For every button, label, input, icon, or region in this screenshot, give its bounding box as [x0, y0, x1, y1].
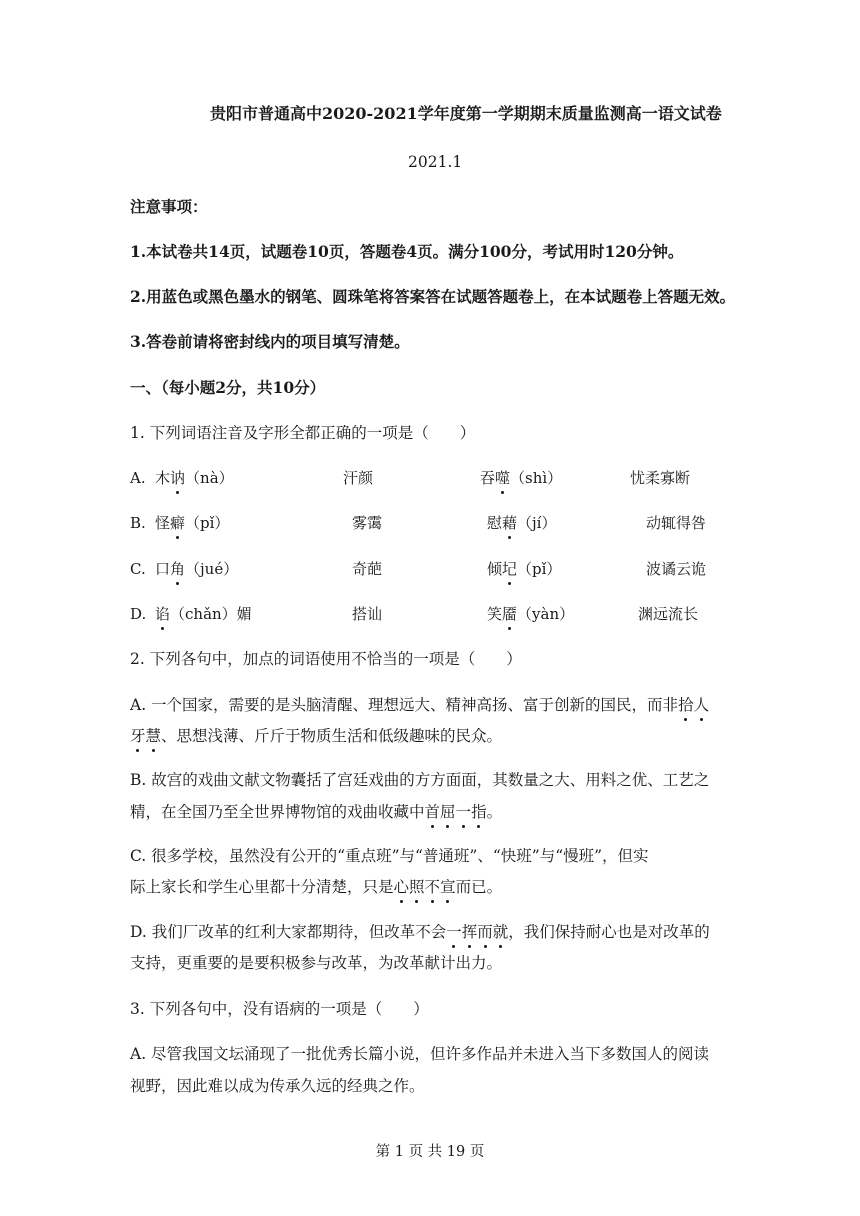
q1-option-b-label: B.: [130, 514, 146, 532]
emphasis-dot-phrase: [446, 923, 508, 941]
q2-option-a-line-2: 牙慧、思想浅薄、斤斤于物质生活和低级趣味的民众。: [130, 727, 503, 745]
emphasis-dot-char: 人: [693, 696, 710, 714]
emphasis-dot-char: 就: [492, 923, 509, 941]
emphasis-dot-char: 首: [424, 803, 441, 821]
q1-option-a-label: A.: [130, 469, 146, 487]
emphasis-dot-char: 噬: [495, 469, 511, 487]
q1-b-word-1: 怪癖（pǐ）: [155, 514, 230, 532]
notice-heading: 注意事项：: [130, 197, 208, 216]
q2-option-d-line-1: D. 我们厂改革的红利大家都期待，但改革不会一挥而就，我们保持耐心也是对改革的: [130, 923, 710, 941]
notice-item-1: 1.本试卷共14页，试题卷10页，答题卷4页。满分100分，考试用时120分钟。: [130, 242, 684, 261]
q1-d-word-2: 搭讪: [352, 605, 383, 623]
emphasis-dot-char: 牙: [130, 727, 146, 745]
emphasis-dot-char: 讷: [170, 469, 186, 487]
emphasis-dot-char: 癖: [170, 514, 186, 532]
emphasis-dot-char: 一: [446, 923, 462, 941]
notice-item-3: 3.答卷前请将密封线内的项目填写清楚。: [130, 332, 410, 351]
q2-option-c-line-2: 际上家长和学生心里都十分清楚，只是心照不宣而已。: [130, 878, 503, 896]
emphasis-dot-char: 拾: [678, 696, 694, 714]
q2-option-b-line-2: 精，在全国乃至全世界博物馆的戏曲收藏中首屈一指。: [130, 803, 503, 821]
q2-option-a-line-1: A. 一个国家，需要的是头脑清醒、理想远大、精神高扬、富于创新的国民，而非拾人: [130, 696, 710, 714]
emphasis-dot-char: 照: [409, 878, 425, 896]
emphasis-dot-char: 挥: [461, 923, 478, 941]
q1-b-word-4: 动辄得咎: [646, 514, 707, 532]
q1-b-word-2: 雾霭: [352, 514, 383, 532]
q1-c-word-3: 倾圮（pǐ）: [487, 560, 562, 578]
emphasis-dot-char: 屈: [440, 803, 456, 821]
q3-option-a-line-2: 视野，因此难以成为传承久远的经典之作。: [130, 1077, 425, 1095]
emphasis-dot-phrase: [425, 803, 487, 821]
emphasis-dot-phrase: [130, 727, 161, 745]
emphasis-dot-char: 而: [477, 923, 493, 941]
q1-d-word-3: 笑靥（yàn）: [487, 605, 575, 623]
q1-a-word-1: 木讷（nà）: [155, 469, 234, 487]
emphasis-dot-char: 宣: [440, 878, 456, 896]
emphasis-dot-char: 靥: [502, 605, 518, 623]
emphasis-dot-phrase: [394, 878, 456, 896]
emphasis-dot-char: 心: [393, 878, 410, 896]
q1-d-word-4: 渊远流长: [638, 605, 699, 623]
q2-option-b-line-1: B. 故宫的戏曲文献文物囊括了宫廷戏曲的方方面面，其数量之大、用料之优、工艺之: [130, 771, 710, 789]
q3-option-a-line-1: A. 尽管我国文坛涌现了一批优秀长篇小说，但许多作品并未进入当下多数国人的阅读: [130, 1045, 710, 1063]
q1-c-word-2: 奇葩: [352, 560, 383, 578]
q1-d-word-1: 谄（chǎn）媚: [155, 605, 252, 623]
emphasis-dot-char: 圮: [502, 560, 518, 578]
q2-option-d-line-2: 支持，更重要的是要积极参与改革，为改革献计出力。: [130, 954, 503, 972]
emphasis-dot-char: 藉: [502, 514, 518, 532]
exam-title: 贵阳市普通高中2020-2021学年度第一学期期末质量监测高一语文试卷: [210, 104, 722, 123]
emphasis-dot-char: 慧: [145, 727, 162, 745]
q1-c-word-4: 波谲云诡: [646, 560, 707, 578]
q1-option-c-label: C.: [130, 560, 146, 578]
page-footer: 第 1 页 共 19 页: [375, 1144, 485, 1160]
emphasis-dot-char: 角: [170, 560, 186, 578]
emphasis-dot-char: 不: [424, 878, 441, 896]
notice-item-2: 2.用蓝色或黑色墨水的钢笔、圆珠笔将答案答在试题答题卷上，在本试题卷上答题无效。: [130, 287, 736, 306]
emphasis-dot-char: 指: [471, 803, 487, 821]
section-heading: 一、（每小题2分，共10分）: [130, 378, 326, 397]
q1-a-word-3: 吞噬（shì）: [480, 469, 563, 487]
emphasis-dot-phrase: [678, 696, 709, 714]
q3-stem: 3. 下列各句中，没有语病的一项是（ ）: [130, 1000, 429, 1018]
exam-date: 2021.1: [408, 153, 463, 171]
q1-stem: 1. 下列词语注音及字形全都正确的一项是（ ）: [130, 424, 476, 442]
emphasis-dot-char: 谄: [155, 605, 171, 623]
q1-option-d-label: D.: [130, 605, 147, 623]
q1-a-word-4: 忧柔寡断: [630, 469, 691, 487]
q2-stem: 2. 下列各句中，加点的词语使用不恰当的一项是（ ）: [130, 650, 522, 668]
emphasis-dot-char: 一: [455, 803, 472, 821]
q1-a-word-2: 汗颜: [343, 469, 374, 487]
q1-c-word-1: 口角（jué）: [155, 560, 239, 578]
q2-option-c-line-1: C. 很多学校，虽然没有公开的“重点班”与“普通班”、“快班”与“慢班”，但实: [130, 847, 649, 865]
q1-b-word-3: 慰藉（jí）: [487, 514, 557, 532]
